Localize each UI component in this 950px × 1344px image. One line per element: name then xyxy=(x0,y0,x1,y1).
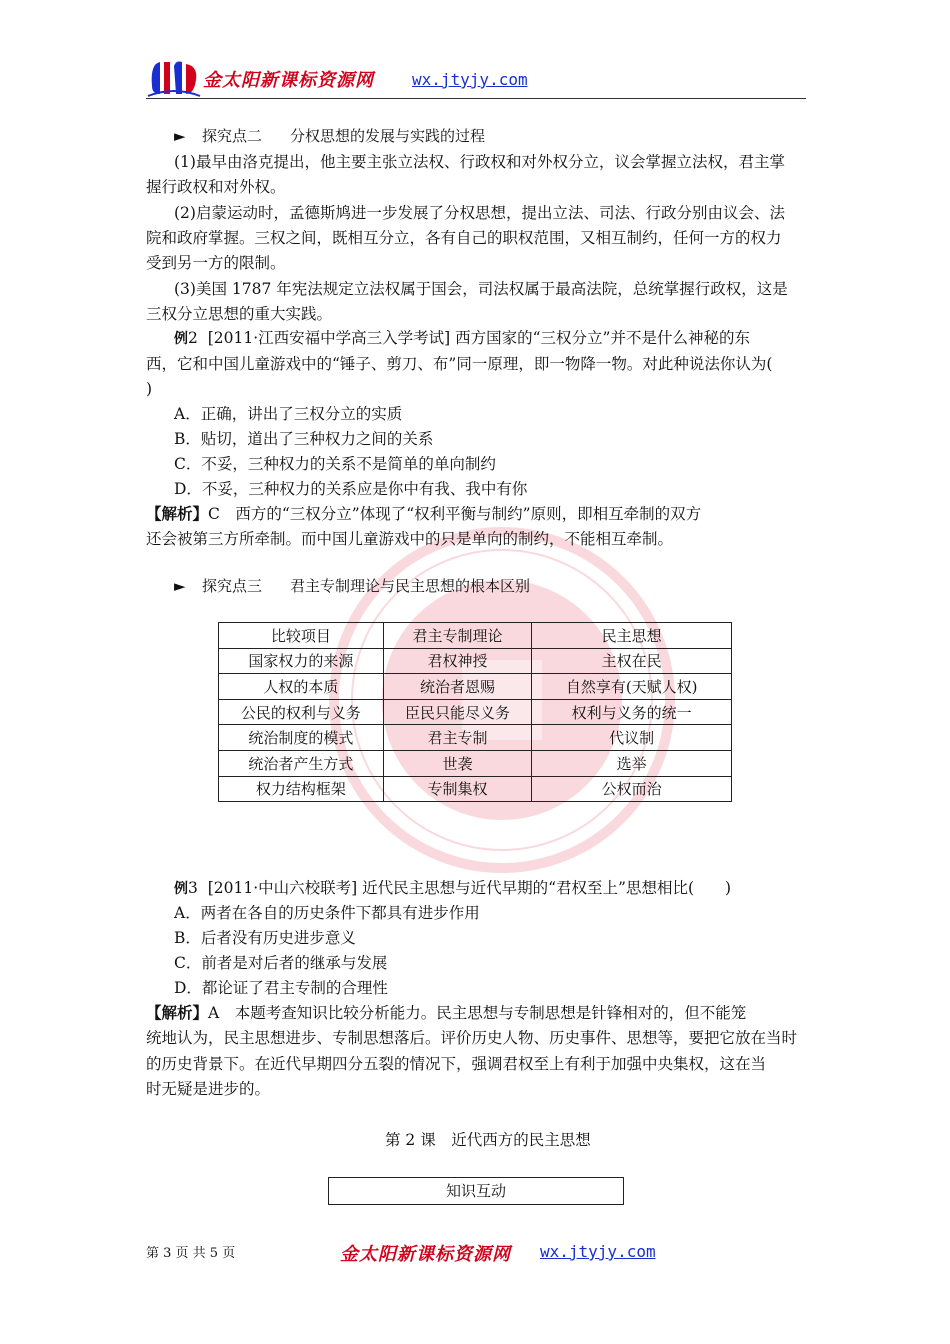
table-cell: 公民的权利与义务 xyxy=(219,699,384,725)
table-row xyxy=(219,776,732,802)
example-stem-text: [2011·江西安福中学高三入学考试] 西方国家的“三权分立”并不是什么神秘的东 xyxy=(207,329,750,347)
analysis-text: A 本题考查知识比较分析能力。民主思想与专制思想是针锋相对的，但不能笼 xyxy=(208,1004,747,1022)
table-cell: 统治制度的模式 xyxy=(219,725,384,751)
paragraph-line: (2)启蒙运动时，孟德斯鸠进一步发展了分权思想，提出立法、司法、行政分别由议会、法 xyxy=(174,204,785,222)
footer-url-link[interactable]: wx.jtyjy.com xyxy=(540,1242,656,1261)
site-logo-icon xyxy=(146,56,202,100)
page-number: 第 3 页 共 5 页 xyxy=(146,1246,236,1261)
footer-brand: 金太阳新课标资源网 xyxy=(340,1244,511,1265)
section-title: 君主专制理论与民主思想的根本区别 xyxy=(290,577,531,595)
table-header-row xyxy=(219,623,732,649)
paragraph-line: 院和政府掌握。三权之间，既相互分立，各有自己的职权范围，又相互制约，任何一方的权力 xyxy=(146,229,782,247)
table-row xyxy=(219,674,732,700)
section-title: 分权思想的发展与实践的过程 xyxy=(290,127,486,145)
table-cell: 世袭 xyxy=(383,750,532,776)
example-mark: 例 xyxy=(174,881,188,897)
analysis-line: 统地认为，民主思想进步、专制思想落后。评价历史人物、历史事件、思想等，要把它放在当时 xyxy=(146,1029,798,1047)
analysis-line: 的历史背景下。在近代早期四分五裂的情况下，强调君权至上有利于加强中央集权，这在当 xyxy=(146,1055,767,1073)
table-cell: 权利与义务的统一 xyxy=(532,699,732,725)
header-brand: 金太阳新课标资源网 xyxy=(203,70,374,91)
analysis-line xyxy=(146,1001,806,1025)
analysis-line xyxy=(146,502,806,526)
section-label: 探究点二 xyxy=(202,127,263,145)
option-b: B．后者没有历史进步意义 xyxy=(174,929,356,947)
paragraph-line: 西，它和中国儿童游戏中的“锤子、剪刀、布”同一原理，即一物降一物。对此种说法你认为( xyxy=(146,355,773,373)
header-divider xyxy=(146,98,806,99)
paragraph-line: ) xyxy=(146,380,153,398)
table-cell: 选举 xyxy=(532,750,732,776)
table-cell: 君权神授 xyxy=(383,648,532,674)
table-cell: 专制集权 xyxy=(383,776,532,802)
table-cell: 统治者恩赐 xyxy=(383,674,532,700)
paragraph-line: (1)最早由洛克提出，他主要主张立法权、行政权和对外权分立，议会掌握立法权，君主掌 xyxy=(174,153,785,171)
table-cell: 权力结构框架 xyxy=(219,776,384,802)
paragraph-line: 受到另一方的限制。 xyxy=(146,254,286,272)
table-row xyxy=(219,725,732,751)
example-stem-text: [2011·中山六校联考] 近代民主思想与近代早期的“君权至上”思想相比( ) xyxy=(207,879,732,897)
header-url-link[interactable]: wx.jtyjy.com xyxy=(412,70,528,89)
table-cell: 国家权力的来源 xyxy=(219,648,384,674)
table-cell: 主权在民 xyxy=(532,648,732,674)
analysis-line: 时无疑是进步的。 xyxy=(146,1080,271,1098)
option-c: C．不妥，三种权力的关系不是简单的单向制约 xyxy=(174,455,496,473)
analysis-label: 【解析】 xyxy=(146,1004,209,1022)
table-header-cell: 民主思想 xyxy=(532,623,732,649)
table-row xyxy=(219,750,732,776)
analysis-text: C 西方的“三权分立”体现了“权利平衡与制约”原则，即相互牵制的双方 xyxy=(208,505,702,523)
table-cell: 自然享有(天赋人权) xyxy=(532,674,732,700)
example-number: 2 xyxy=(188,329,198,347)
table-header-cell: 比较项目 xyxy=(219,623,384,649)
analysis-label: 【解析】 xyxy=(146,505,209,523)
table-cell: 臣民只能尽义务 xyxy=(383,699,532,725)
section-label: 探究点三 xyxy=(202,577,263,595)
table-cell: 君主专制 xyxy=(383,725,532,751)
table-header-cell: 君主专制理论 xyxy=(383,623,532,649)
table-cell: 人权的本质 xyxy=(219,674,384,700)
arrow-marker-icon: ► xyxy=(174,127,186,145)
option-a: A．正确，讲出了三权分立的实质 xyxy=(174,405,403,423)
option-d: D．都论证了君主专制的合理性 xyxy=(174,979,388,997)
option-a: A．两者在各自的历史条件下都具有进步作用 xyxy=(174,904,480,922)
paragraph-line: 三权分立思想的重大实践。 xyxy=(146,305,333,323)
table-row xyxy=(219,699,732,725)
knowledge-interaction-box: 知识互动 xyxy=(328,1177,624,1205)
example-number: 3 xyxy=(188,879,198,897)
arrow-marker-icon: ► xyxy=(174,577,186,595)
option-d: D．不妥，三种权力的关系应是你中有我、我中有你 xyxy=(174,480,528,498)
comparison-table xyxy=(218,622,732,802)
example-2-stem xyxy=(174,326,806,351)
lesson-title: 第 2 课 近代西方的民主思想 xyxy=(385,1131,591,1149)
table-cell: 代议制 xyxy=(532,725,732,751)
option-c: C．前者是对后者的继承与发展 xyxy=(174,954,388,972)
example-mark: 例 xyxy=(174,331,188,347)
section-heading-2 xyxy=(174,124,834,148)
paragraph-line: 握行政权和对外权。 xyxy=(146,178,286,196)
section-heading-3 xyxy=(174,574,834,598)
example-3-stem xyxy=(174,876,806,901)
table-cell: 公权而治 xyxy=(532,776,732,802)
table-cell: 统治者产生方式 xyxy=(219,750,384,776)
analysis-line: 还会被第三方所牵制。而中国儿童游戏中的只是单向的制约，不能相互牵制。 xyxy=(146,530,674,548)
paragraph-line: (3)美国 1787 年宪法规定立法权属于国会，司法权属于最高法院，总统掌握行政权，这是 xyxy=(174,280,788,298)
option-b: B．贴切，道出了三种权力之间的关系 xyxy=(174,430,434,448)
table-row xyxy=(219,648,732,674)
